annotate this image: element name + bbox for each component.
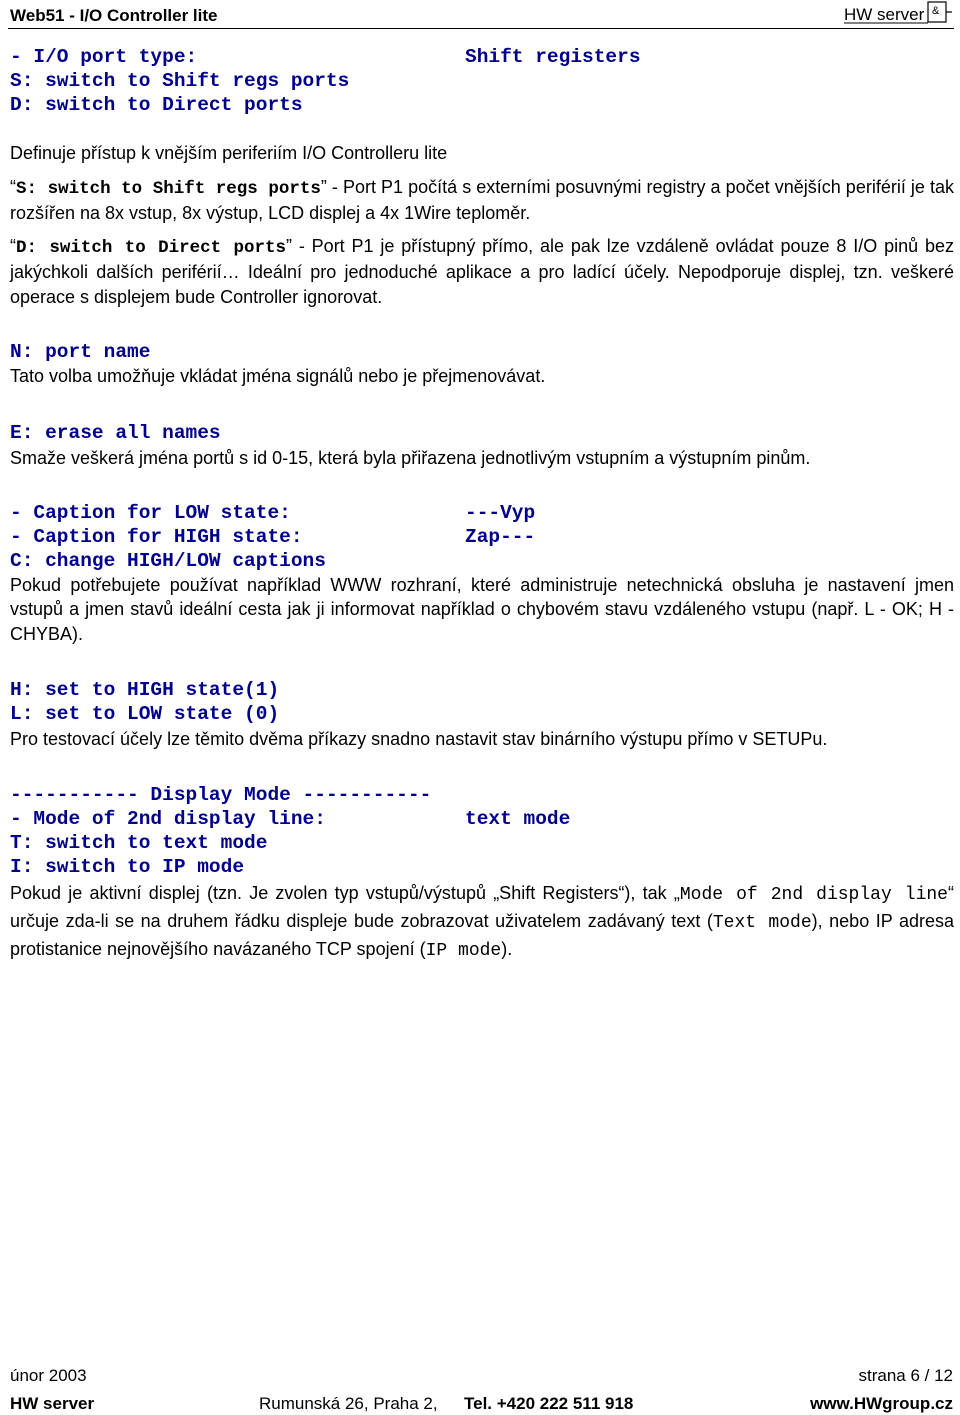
set-high-command: H: set to HIGH state(1) bbox=[10, 679, 280, 701]
set-low-command: L: set to LOW state (0) bbox=[10, 703, 280, 725]
footer-address: Rumunská 26, Praha 2, bbox=[259, 1394, 438, 1413]
io-intro-text: Definuje přístup k vnějším periferiím I/O Controlleru lite bbox=[10, 143, 448, 163]
direct-ports-code: D: switch to Direct ports bbox=[16, 238, 286, 258]
footer-website[interactable]: www.HWgroup.cz bbox=[810, 1394, 953, 1413]
direct-ports-command: D: switch to Direct ports bbox=[10, 94, 303, 116]
footer-phone: Tel. +420 222 511 918 bbox=[464, 1394, 634, 1413]
footer-company: HW server bbox=[10, 1394, 95, 1413]
shift-regs-command: S: switch to Shift regs ports bbox=[10, 70, 350, 92]
ip-mode-command: I: switch to IP mode bbox=[10, 856, 245, 878]
footer-date: únor 2003 bbox=[10, 1366, 87, 1385]
display-mode-description: Pokud je aktivní displej (tzn. Je zvolen typ vstupů/výstupů „Shift Registers“), tak „Mode of 2nd display line“ určuje zda-li se na druhem řádku displeje bude zobrazovat uživatelem zadávaný text (Text mode), nebo IP adresa protistanice nejnovějšího navázaného TCP spojení (IP mode). bbox=[10, 883, 955, 961]
port-name-command: N: port name bbox=[10, 341, 151, 363]
direct-ports-description: “D: switch to Direct ports” - Port P1 je přístupný přímo, ale pak lze vzdáleně ovládat pouze 8 I/O pinů bez jakýchkoli dalších periférií… Ideální pro jednoduché aplikace a pro ladící účely. Nepodporuje displej, tzn. veškeré operace s displejem bude Controller ignorovat. bbox=[10, 236, 954, 307]
port-name-description: Tato volba umožňuje vkládat jména signálů nebo je přejmenovávat. bbox=[10, 366, 546, 386]
captions-description: Pokud potřebujete používat například WWW rozhraní, které administruje netechnická obsluha je nastavení jmen vstupů a jmen stavů ideální cesta jak ji informovat například o chybovém stavu vzdáleného vstupu (např. L - OK; H - CHYBA). bbox=[10, 575, 954, 644]
change-captions-command: C: change HIGH/LOW captions bbox=[10, 550, 326, 572]
low-caption-value: ---Vyp bbox=[465, 502, 536, 524]
io-port-type-value: Shift registers bbox=[465, 46, 641, 68]
low-caption-label: - Caption for LOW state: bbox=[10, 502, 291, 524]
text-mode-code: Text mode bbox=[712, 913, 812, 933]
logo-text: HW server bbox=[844, 5, 925, 24]
header-rule bbox=[8, 28, 954, 29]
logo-mark: & bbox=[932, 5, 940, 17]
document-title: Web51 - I/O Controller lite bbox=[10, 6, 218, 25]
shift-regs-description: “S: switch to Shift regs ports” - Port P1 počítá s externími posuvnými registry a počet vnějších periférií je tak rozšířen na 8x vstup, 8x výstup, LCD displej a 4x 1Wire teploměr. bbox=[10, 177, 954, 224]
display-mode-value: text mode bbox=[465, 808, 571, 830]
state-description: Pro testovací účely lze těmito dvěma příkazy snadno nastavit stav binárního výstupu přímo v SETUPu. bbox=[10, 729, 828, 749]
io-port-type-label: - I/O port type: bbox=[10, 46, 198, 68]
shift-regs-code: S: switch to Shift regs ports bbox=[16, 179, 321, 199]
hw-server-logo bbox=[842, 0, 954, 26]
erase-names-description: Smaže veškerá jména portů s id 0-15, která byla přiřazena jednotlivým vstupním a výstupním pinům. bbox=[10, 448, 811, 468]
high-caption-value: Zap--- bbox=[465, 526, 536, 548]
high-caption-label: - Caption for HIGH state: bbox=[10, 526, 303, 548]
display-mode-label: - Mode of 2nd display line: bbox=[10, 808, 326, 830]
ip-mode-code: IP mode bbox=[425, 941, 502, 961]
hw-server-logo-graphic bbox=[842, 0, 954, 26]
mode-line-code: Mode of 2nd display line bbox=[679, 885, 948, 905]
text-mode-command: T: switch to text mode bbox=[10, 832, 268, 854]
display-mode-heading: ----------- Display Mode ----------- bbox=[10, 784, 432, 806]
erase-names-command: E: erase all names bbox=[10, 422, 221, 444]
footer-page-number: strana 6 / 12 bbox=[858, 1366, 953, 1385]
